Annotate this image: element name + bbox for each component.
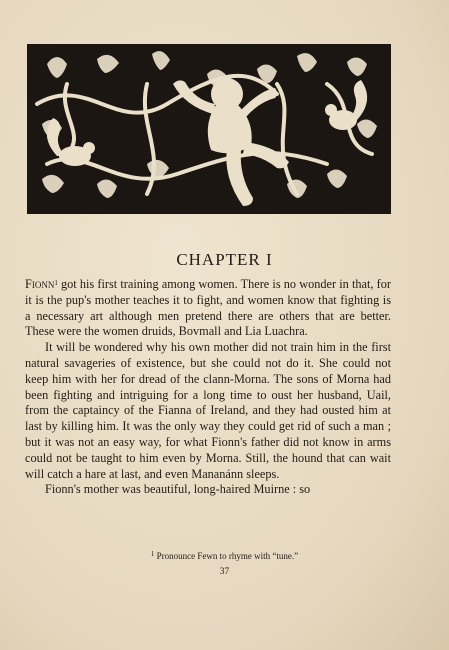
footnote-reference: 1 xyxy=(54,279,58,287)
chapter-heading: CHAPTER I xyxy=(176,250,273,269)
paragraph-text: got his first training among women. There is no wonder in that, for it is the pup's mother teaches it to fight, and women know that fighting is a necessary art although men pretend there are others that are better. These were the women druids, Bovmall and Lia Luachra. xyxy=(25,277,391,339)
page-number: 37 xyxy=(219,567,230,577)
footnote xyxy=(0,551,449,561)
opening-word: Fionn xyxy=(25,277,55,291)
paragraph: It will be wondered why his own mother did not train him in the first natural savageries of existence, but she could not do it. She could not keep him with her for dread of the clann-Morna. The sons of Morna had been fighting and intriguing for a long time to oust her husband, Uail, from the captaincy of the Fianna of Ireland, and they had ousted him at last by killing him. It was the only way they could get rid of such a man ; but it was not an easy way, for what Fionn's father did not know in arms could not be taught to him even by Morna. Still, the hound that can wait will catch a hare at last, and even Mananánn sleeps. xyxy=(25,340,391,481)
paragraph: Fionn's mother was beautiful, long-haired Muirne : so xyxy=(45,482,311,497)
decorative-woodcut-headpiece xyxy=(27,44,391,214)
chapter-body-text xyxy=(25,277,391,498)
footnote-text: Pronounce Fewn to rhyme with “tune.” xyxy=(156,551,299,561)
paragraph xyxy=(25,277,391,340)
footnote-mark: 1 xyxy=(150,550,155,558)
